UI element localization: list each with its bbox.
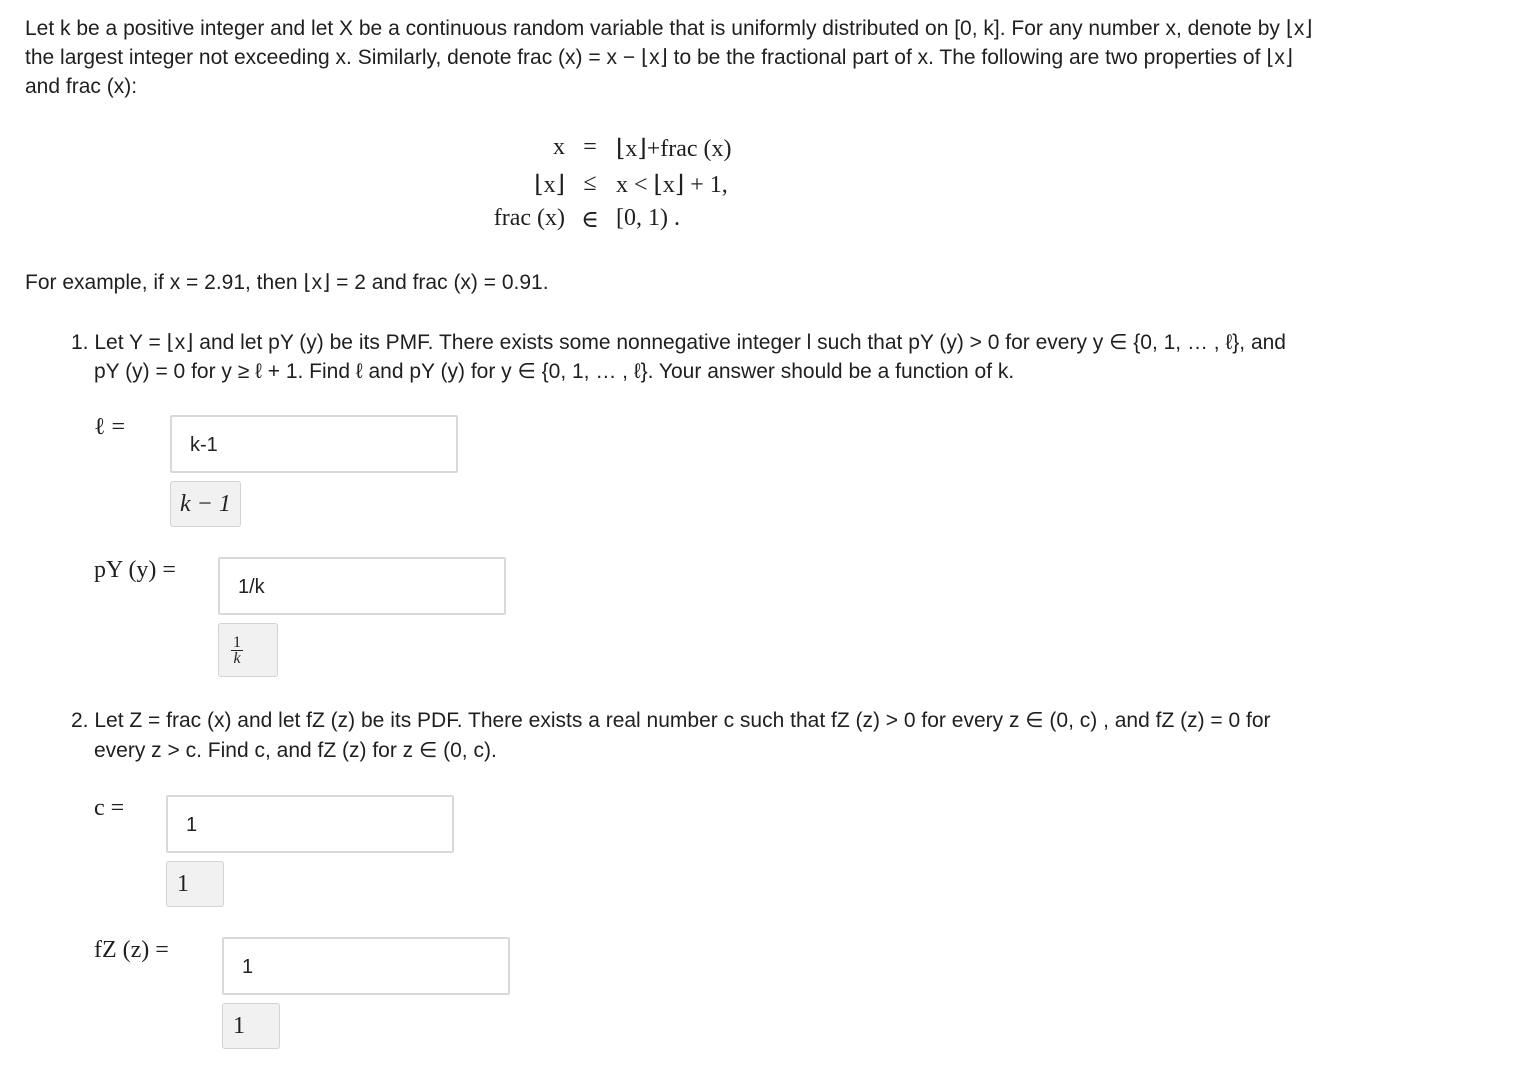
fraction-denominator: k [233,649,241,667]
py-input[interactable]: 1/k [218,557,506,615]
intro-line-1: Let k be a positive integer and let X be a continuous random variable that is uniformly distributed on [0, k]. For any number x, denote by ⌊x⌋ [25,17,1313,40]
example-text: For example, if x = 2.91, then ⌊x⌋ = 2 and frac (x) = 0.91. [25,271,549,294]
fz-label: fZ (z) = [94,937,169,963]
fz-preview: 1 [222,1003,280,1049]
equation-lhs: x [553,134,565,160]
equation-rhs: ⌊x⌋+frac (x) [616,136,732,162]
c-preview: 1 [166,861,224,907]
intro-line-3: and frac (x): [25,75,138,98]
equation-relation: ∈ [581,207,599,233]
fz-input[interactable]: 1 [222,937,510,995]
question-1-line-2: pY (y) = 0 for y ≥ ℓ + 1. Find ℓ and pY (y) for y ∈ {0, 1, … , ℓ}. Your answer should be a function of k. [94,360,1015,383]
equation-rhs: [0, 1) . [616,205,680,231]
question-2-line-1: 2. Let Z = frac (x) and let fZ (z) be its PDF. There exists a real number c such that fZ (z) > 0 for every z ∈ (0, c) , and fZ (z) = 0 for [71,709,1271,732]
equation-lhs: ⌊x⌋ [534,172,565,198]
ell-preview: k − 1 [170,481,241,527]
c-input[interactable]: 1 [166,795,454,853]
fraction [231,635,243,666]
equation-rhs: x < ⌊x⌋ + 1, [616,172,728,198]
py-preview [218,623,278,677]
equation-relation: ≤ [583,170,597,196]
ell-input[interactable]: k-1 [170,415,458,473]
fraction-numerator: 1 [233,633,241,651]
question-1-line-1: 1. Let Y = ⌊x⌋ and let pY (y) be its PMF. There exists some nonnegative integer l such that pY (y) > 0 for every y ∈ {0, 1, … , ℓ}, and [71,331,1286,354]
equation-relation: = [583,134,597,160]
c-label: c = [94,795,125,821]
equation-lhs: frac (x) [493,205,565,231]
ell-label: ℓ = [94,414,126,440]
question-2-line-2: every z > c. Find c, and fZ (z) for z ∈ (0, c). [94,739,497,762]
py-label: pY (y) = [94,557,176,583]
intro-line-2: the largest integer not exceeding x. Similarly, denote frac (x) = x − ⌊x⌋ to be the fractional part of x. The following are two properties of ⌊x⌋ [25,46,1294,69]
